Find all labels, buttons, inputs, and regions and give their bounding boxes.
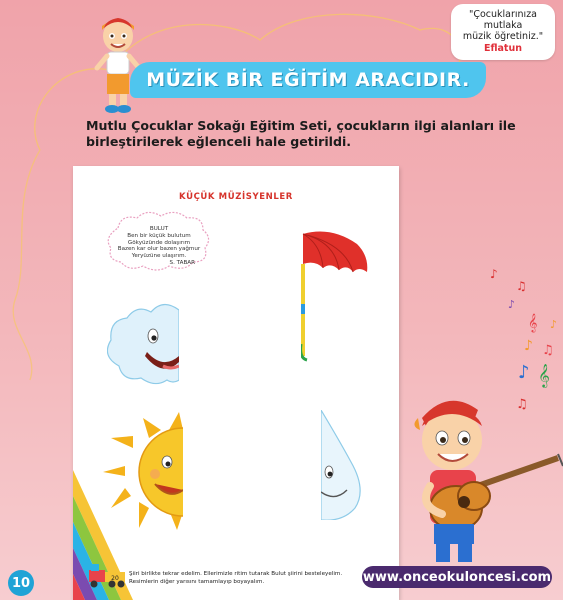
boy-mascot-illustration (92, 14, 144, 114)
music-notes-decoration (488, 266, 563, 416)
train-number: 20 (111, 575, 119, 582)
train-icon (87, 562, 129, 590)
worksheet-page (73, 166, 399, 600)
boy-playing-guitar-illustration (408, 396, 563, 568)
poem-line: Bazen kar olur bazen yağmur (117, 246, 201, 253)
svg-text:♫: ♫ (516, 279, 527, 293)
intro-paragraph: Mutlu Çocuklar Sokağı Eğitim Seti, çocukların ilgi alanları ile birleştirilerek eğlenceli hale getirildi. (86, 118, 516, 149)
quote-box (451, 4, 555, 60)
instruction-line: Şiiri birlikte tekrar edelim. Ellerimizle ritim tutarak Bulut şiirini besteleyelim. (129, 571, 343, 577)
svg-text:♪: ♪ (518, 362, 530, 383)
svg-text:𝄞: 𝄞 (528, 313, 538, 332)
quote-line: "Çocuklarınıza (468, 9, 538, 20)
svg-text:𝄞: 𝄞 (538, 363, 550, 387)
quote-author: Eflatun (483, 43, 522, 54)
poem (109, 226, 209, 267)
page-title: MÜZİK BİR EĞİTİM ARACIDIR. (146, 69, 470, 91)
website-link[interactable]: www.onceokuloncesi.com (362, 566, 552, 588)
svg-text:♫: ♫ (516, 397, 528, 412)
quote-line: müzik öğretiniz." (462, 31, 544, 42)
smiling-cloud-half-illustration (107, 300, 179, 388)
svg-text:♪: ♪ (508, 298, 516, 311)
poem-line: Ben bir küçük bulutum (127, 232, 191, 239)
poem-heading: BULUT (149, 226, 169, 232)
instruction-line: Resimlerin diğer yarısını tamamlayıp boyayalım. (129, 578, 265, 585)
svg-text:♪: ♪ (524, 338, 533, 354)
title-banner (130, 62, 486, 98)
page-number: 10 (8, 570, 34, 596)
svg-text:♪: ♪ (490, 267, 498, 281)
umbrella-half-illustration (301, 224, 371, 364)
quote-line: mutlaka (483, 20, 523, 31)
worksheet-title: KÜÇÜK MÜZİSYENLER (179, 192, 293, 202)
worksheet-instructions (129, 571, 389, 586)
poem-author: S. TABAR (169, 259, 195, 266)
poem-line: Yeryüzüne ulaşırım. (131, 253, 187, 260)
svg-text:♫: ♫ (542, 343, 554, 358)
svg-text:♪: ♪ (550, 318, 558, 331)
smiling-raindrop-half-illustration (321, 410, 371, 520)
poem-line: Gökyüzünde dolaşırım (127, 239, 191, 246)
